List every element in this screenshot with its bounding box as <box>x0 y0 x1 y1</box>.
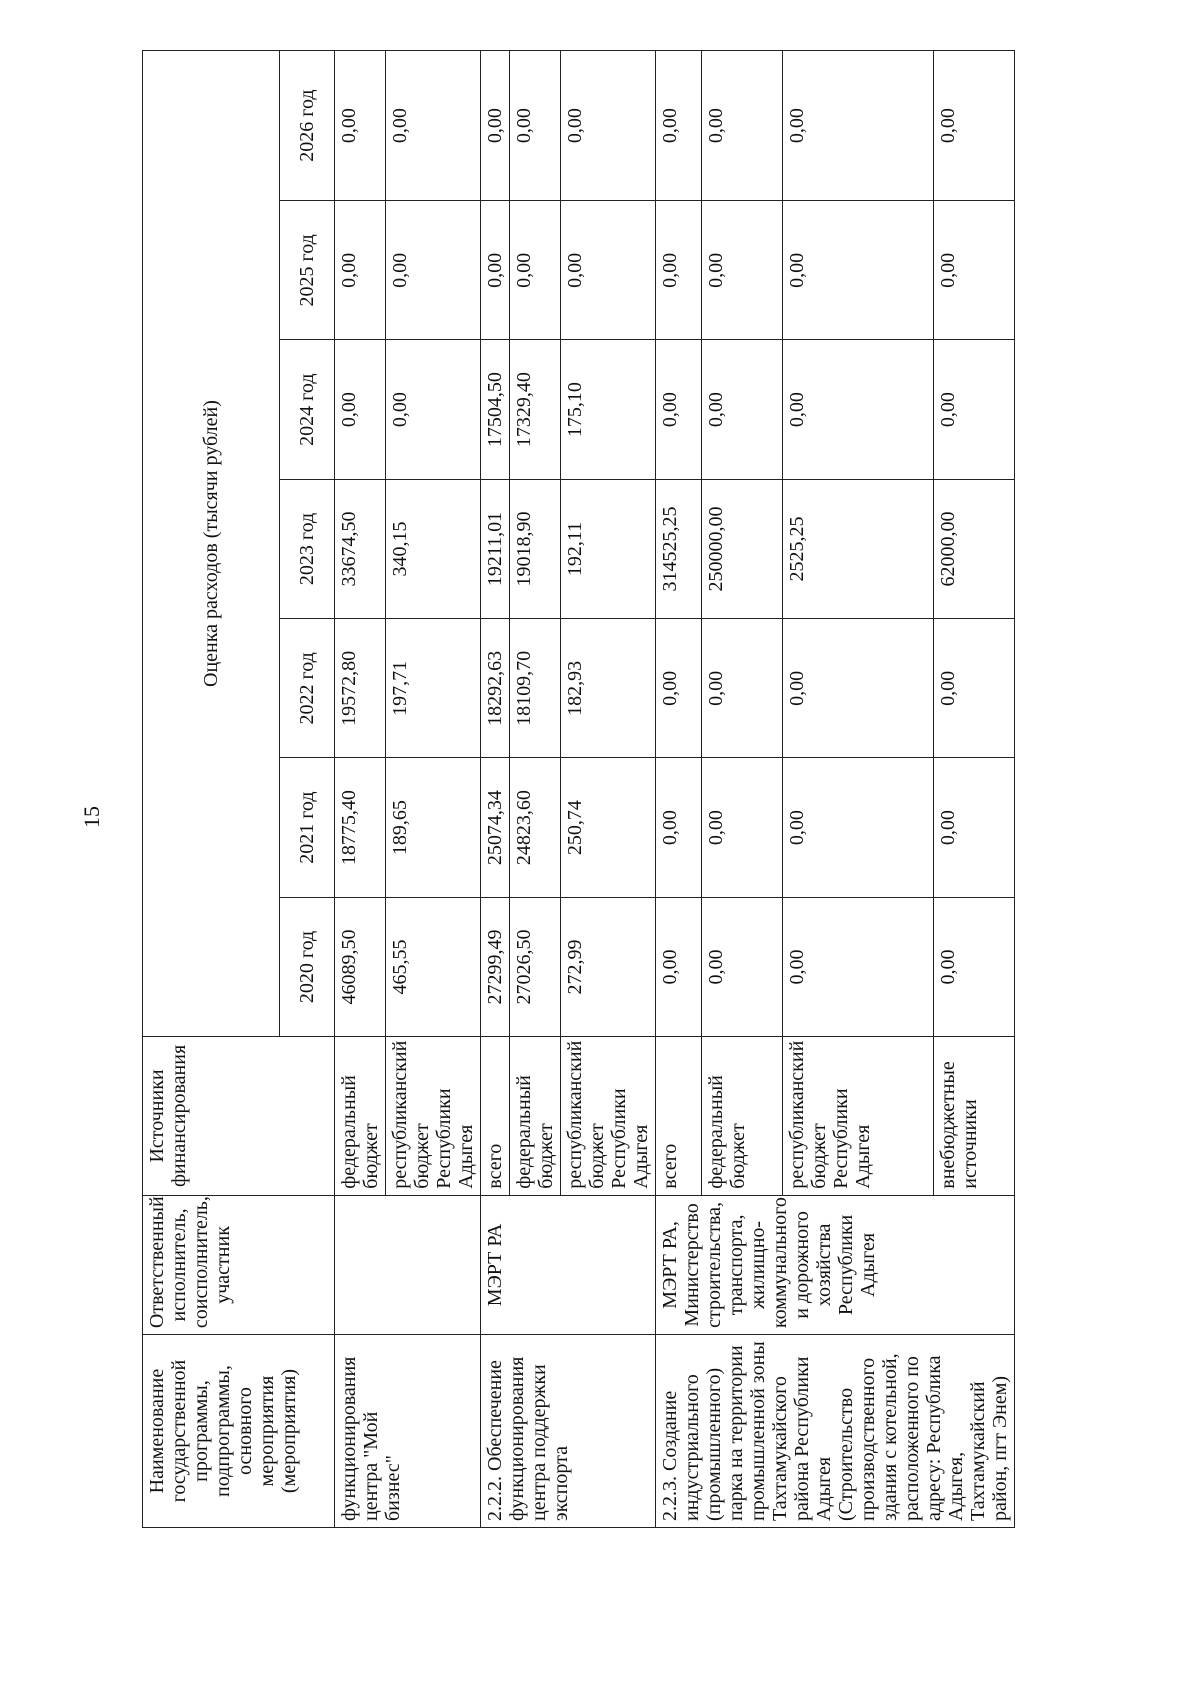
row-source-cell: всего <box>656 1037 702 1196</box>
row-executor-cell <box>335 1195 481 1334</box>
header-year: 2026 год <box>280 51 335 201</box>
header-cost: Оценка расходов (тысячи рублей) <box>143 51 280 1037</box>
row-name-cell: функционирования центра "Мой бизнес" <box>335 1335 481 1528</box>
value-cell: 0,00 <box>933 897 1014 1036</box>
value-cell: 175,10 <box>561 340 656 479</box>
header-executor: Ответственный исполнитель, соисполнитель, участник <box>143 1195 335 1334</box>
value-cell: 46089,50 <box>335 897 386 1036</box>
value-cell: 0,00 <box>702 897 783 1036</box>
row-source-cell: федеральный бюджет <box>335 1037 386 1196</box>
row-name-cell: 2.2.3. Создание индустриального (промышленного) парка на территории промышленной зоны Тахтамукайского района Республики Адыгея (Строительство производственного здания с котельной, расположенного по адресу: Республика Адыгея, Тахтамукайский район, пгт Энем) <box>656 1335 1015 1528</box>
row-source-cell: федеральный бюджет <box>702 1037 783 1196</box>
value-cell: 0,00 <box>386 51 481 201</box>
header-year: 2022 год <box>280 619 335 758</box>
row-source-cell: республиканский бюджет Республики Адыгея <box>783 1037 934 1196</box>
header-name: Наименование государственной программы, подпрограммы, основного мероприятия (мероприятия) <box>143 1335 335 1528</box>
value-cell: 25074,34 <box>481 758 510 897</box>
expenditure-table <box>142 50 1015 1528</box>
table-row <box>335 51 386 1528</box>
value-cell: 0,00 <box>783 897 934 1036</box>
value-cell: 0,00 <box>510 51 561 201</box>
value-cell: 0,00 <box>335 51 386 201</box>
value-cell: 18109,70 <box>510 619 561 758</box>
value-cell: 250000,00 <box>702 479 783 618</box>
header-year: 2021 год <box>280 758 335 897</box>
value-cell: 0,00 <box>561 51 656 201</box>
value-cell: 0,00 <box>656 897 702 1036</box>
value-cell: 19572,80 <box>335 619 386 758</box>
expenditure-table-sheet <box>142 50 1082 1528</box>
value-cell: 17329,40 <box>510 340 561 479</box>
value-cell: 0,00 <box>656 619 702 758</box>
value-cell: 0,00 <box>783 758 934 897</box>
value-cell: 0,00 <box>335 340 386 479</box>
value-cell: 197,71 <box>386 619 481 758</box>
value-cell: 0,00 <box>702 619 783 758</box>
header-source: Источники финансирования <box>143 1037 335 1196</box>
value-cell: 0,00 <box>335 201 386 340</box>
value-cell: 0,00 <box>561 201 656 340</box>
value-cell: 182,93 <box>561 619 656 758</box>
value-cell: 0,00 <box>783 340 934 479</box>
value-cell: 0,00 <box>481 51 510 201</box>
header-year: 2024 год <box>280 340 335 479</box>
value-cell: 2525,25 <box>783 479 934 618</box>
value-cell: 17504,50 <box>481 340 510 479</box>
value-cell: 0,00 <box>386 340 481 479</box>
value-cell: 0,00 <box>783 201 934 340</box>
value-cell: 27299,49 <box>481 897 510 1036</box>
header-year: 2023 год <box>280 479 335 618</box>
value-cell: 340,15 <box>386 479 481 618</box>
value-cell: 314525,25 <box>656 479 702 618</box>
value-cell: 19211,01 <box>481 479 510 618</box>
value-cell: 0,00 <box>656 758 702 897</box>
row-source-cell: республиканский бюджет Республики Адыгея <box>561 1037 656 1196</box>
value-cell: 0,00 <box>656 51 702 201</box>
value-cell: 0,00 <box>933 758 1014 897</box>
value-cell: 0,00 <box>933 51 1014 201</box>
header-year: 2020 год <box>280 897 335 1036</box>
header-year: 2025 год <box>280 201 335 340</box>
value-cell: 0,00 <box>481 201 510 340</box>
value-cell: 0,00 <box>933 619 1014 758</box>
value-cell: 250,74 <box>561 758 656 897</box>
value-cell: 0,00 <box>702 340 783 479</box>
value-cell: 0,00 <box>933 201 1014 340</box>
value-cell: 189,65 <box>386 758 481 897</box>
value-cell: 0,00 <box>510 201 561 340</box>
value-cell: 0,00 <box>783 619 934 758</box>
row-name-cell: 2.2.2. Обеспечение функционирования центра поддержки экспорта <box>481 1335 656 1528</box>
value-cell: 0,00 <box>386 201 481 340</box>
value-cell: 33674,50 <box>335 479 386 618</box>
value-cell: 27026,50 <box>510 897 561 1036</box>
row-source-cell: всего <box>481 1037 510 1196</box>
row-executor-cell: МЭРТ РА, Министерство строительства, транспорта, жилищно-коммунального и дорожного хозяйства Республики Адыгея <box>656 1195 1015 1334</box>
page-number: 15 <box>79 806 104 828</box>
table-row <box>481 51 510 1528</box>
value-cell: 0,00 <box>702 51 783 201</box>
value-cell: 272,99 <box>561 897 656 1036</box>
value-cell: 192,11 <box>561 479 656 618</box>
value-cell: 0,00 <box>702 201 783 340</box>
value-cell: 18292,63 <box>481 619 510 758</box>
row-source-cell: республиканский бюджет Республики Адыгея <box>386 1037 481 1196</box>
value-cell: 24823,60 <box>510 758 561 897</box>
value-cell: 465,55 <box>386 897 481 1036</box>
value-cell: 0,00 <box>656 201 702 340</box>
row-source-cell: федеральный бюджет <box>510 1037 561 1196</box>
value-cell: 19018,90 <box>510 479 561 618</box>
value-cell: 0,00 <box>783 51 934 201</box>
value-cell: 18775,40 <box>335 758 386 897</box>
value-cell: 62000,00 <box>933 479 1014 618</box>
row-executor-cell: МЭРТ РА <box>481 1195 656 1334</box>
table-row <box>656 51 702 1528</box>
row-source-cell: внебюджетные источники <box>933 1037 1014 1196</box>
value-cell: 0,00 <box>933 340 1014 479</box>
value-cell: 0,00 <box>702 758 783 897</box>
value-cell: 0,00 <box>656 340 702 479</box>
